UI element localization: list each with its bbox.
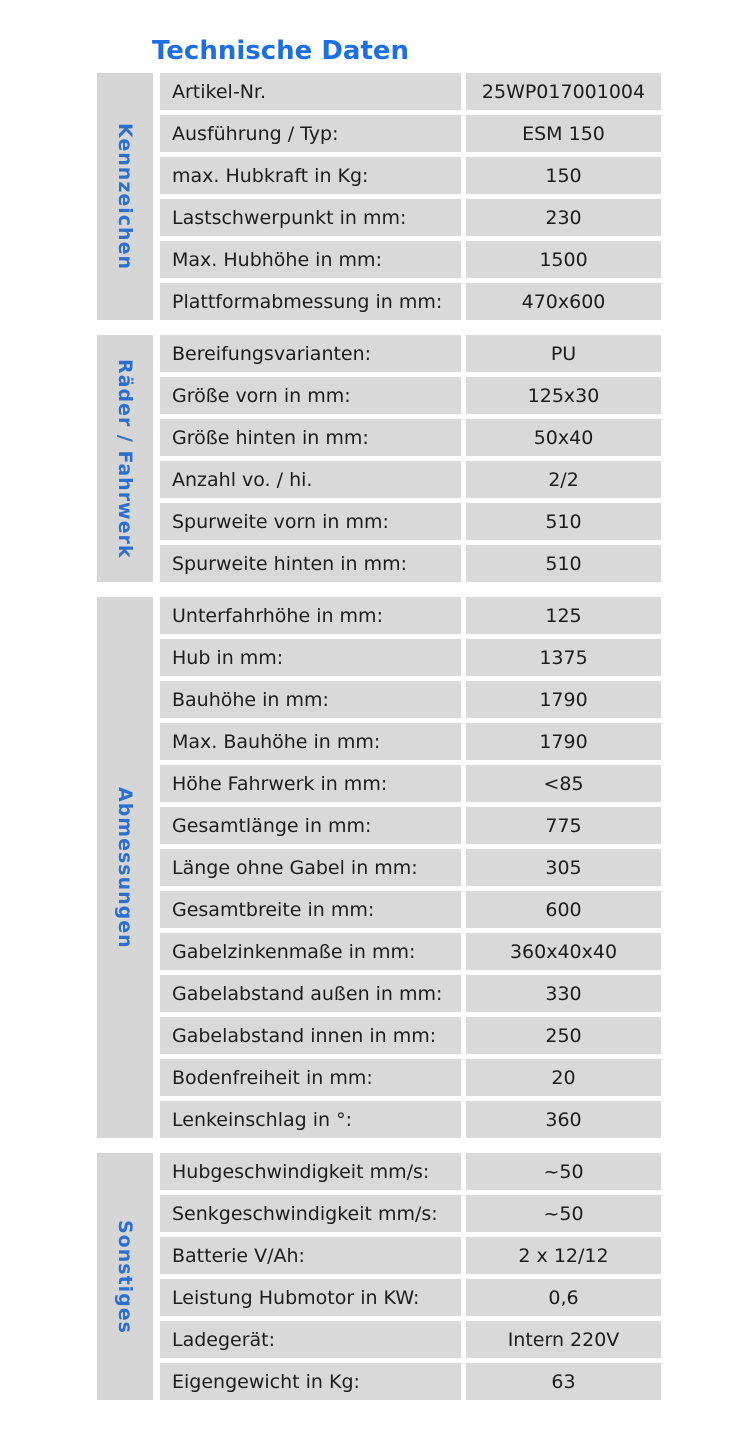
row-label: Unterfahrhöhe in mm: xyxy=(160,597,461,634)
row-value: <85 xyxy=(466,765,661,802)
table-row xyxy=(160,1153,661,1190)
spec-table xyxy=(97,73,661,1400)
row-value: 600 xyxy=(466,891,661,928)
row-value: 510 xyxy=(466,545,661,582)
table-row xyxy=(160,241,661,278)
row-value: Intern 220V xyxy=(466,1321,661,1358)
row-value: ~50 xyxy=(466,1195,661,1232)
section-group-label: Kennzeichen xyxy=(114,123,136,270)
section-group-cell xyxy=(97,73,153,320)
table-row xyxy=(160,723,661,760)
row-label: Gesamtlänge in mm: xyxy=(160,807,461,844)
table-row xyxy=(160,461,661,498)
table-row xyxy=(160,1321,661,1358)
row-value: 2/2 xyxy=(466,461,661,498)
section-group-cell xyxy=(97,1153,153,1400)
row-value: 330 xyxy=(466,975,661,1012)
section-rows xyxy=(160,73,661,320)
table-row xyxy=(160,1101,661,1138)
row-label: Größe vorn in mm: xyxy=(160,377,461,414)
row-label: Hub in mm: xyxy=(160,639,461,676)
row-value: 510 xyxy=(466,503,661,540)
row-label: Plattformabmessung in mm: xyxy=(160,283,461,320)
row-label: Max. Bauhöhe in mm: xyxy=(160,723,461,760)
table-row xyxy=(160,1059,661,1096)
row-value: 360x40x40 xyxy=(466,933,661,970)
table-row xyxy=(160,933,661,970)
row-label: Gabelabstand außen in mm: xyxy=(160,975,461,1012)
row-label: Batterie V/Ah: xyxy=(160,1237,461,1274)
row-value: 63 xyxy=(466,1363,661,1400)
row-value: 360 xyxy=(466,1101,661,1138)
row-value: 125x30 xyxy=(466,377,661,414)
table-row xyxy=(160,807,661,844)
row-value: 1790 xyxy=(466,723,661,760)
table-row xyxy=(160,419,661,456)
row-value: 305 xyxy=(466,849,661,886)
row-label: Größe hinten in mm: xyxy=(160,419,461,456)
row-label: Ladegerät: xyxy=(160,1321,461,1358)
row-value: 125 xyxy=(466,597,661,634)
row-label: Artikel-Nr. xyxy=(160,73,461,110)
row-value: 230 xyxy=(466,199,661,236)
row-value: 470x600 xyxy=(466,283,661,320)
section-rows xyxy=(160,597,661,1138)
table-row xyxy=(160,1363,661,1400)
section-raeder-fahrwerk xyxy=(97,335,661,582)
table-row xyxy=(160,73,661,110)
section-abmessungen xyxy=(97,597,661,1138)
row-value: 1790 xyxy=(466,681,661,718)
row-value: 50x40 xyxy=(466,419,661,456)
row-value: 2 x 12/12 xyxy=(466,1237,661,1274)
row-label: Bauhöhe in mm: xyxy=(160,681,461,718)
row-label: Lenkeinschlag in °: xyxy=(160,1101,461,1138)
table-row xyxy=(160,377,661,414)
table-row xyxy=(160,1017,661,1054)
row-label: Bereifungsvarianten: xyxy=(160,335,461,372)
page-title: Technische Daten xyxy=(152,36,410,66)
table-row xyxy=(160,1195,661,1232)
table-row xyxy=(160,765,661,802)
row-value: ESM 150 xyxy=(466,115,661,152)
table-row xyxy=(160,1237,661,1274)
section-group-label: Sonstiges xyxy=(114,1219,136,1334)
row-value: 0,6 xyxy=(466,1279,661,1316)
row-label: Eigengewicht in Kg: xyxy=(160,1363,461,1400)
table-row xyxy=(160,639,661,676)
row-value: ~50 xyxy=(466,1153,661,1190)
row-label: max. Hubkraft in Kg: xyxy=(160,157,461,194)
table-row xyxy=(160,335,661,372)
row-label: Gabelzinkenmaße in mm: xyxy=(160,933,461,970)
row-label: Ausführung / Typ: xyxy=(160,115,461,152)
row-value: 1500 xyxy=(466,241,661,278)
row-label: Max. Hubhöhe in mm: xyxy=(160,241,461,278)
row-label: Hubgeschwindigkeit mm/s: xyxy=(160,1153,461,1190)
section-group-cell xyxy=(97,597,153,1138)
section-rows xyxy=(160,335,661,582)
section-group-label: Räder / Fahrwerk xyxy=(114,358,136,559)
section-group-label: Abmessungen xyxy=(114,786,136,949)
row-label: Höhe Fahrwerk in mm: xyxy=(160,765,461,802)
table-row xyxy=(160,503,661,540)
row-label: Senkgeschwindigkeit mm/s: xyxy=(160,1195,461,1232)
section-rows xyxy=(160,1153,661,1400)
table-row xyxy=(160,681,661,718)
row-value: 250 xyxy=(466,1017,661,1054)
row-label: Spurweite vorn in mm: xyxy=(160,503,461,540)
row-value: 25WP017001004 xyxy=(466,73,661,110)
table-row xyxy=(160,891,661,928)
row-value: 775 xyxy=(466,807,661,844)
row-value: 150 xyxy=(466,157,661,194)
row-value: 20 xyxy=(466,1059,661,1096)
table-row xyxy=(160,545,661,582)
section-sonstiges xyxy=(97,1153,661,1400)
table-row xyxy=(160,283,661,320)
table-row xyxy=(160,597,661,634)
row-label: Bodenfreiheit in mm: xyxy=(160,1059,461,1096)
table-row xyxy=(160,1279,661,1316)
row-value: PU xyxy=(466,335,661,372)
table-row xyxy=(160,199,661,236)
row-label: Gabelabstand innen in mm: xyxy=(160,1017,461,1054)
row-label: Anzahl vo. / hi. xyxy=(160,461,461,498)
table-row xyxy=(160,849,661,886)
table-row xyxy=(160,157,661,194)
table-row xyxy=(160,975,661,1012)
section-kennzeichen xyxy=(97,73,661,320)
row-value: 1375 xyxy=(466,639,661,676)
row-label: Leistung Hubmotor in KW: xyxy=(160,1279,461,1316)
row-label: Gesamtbreite in mm: xyxy=(160,891,461,928)
row-label: Länge ohne Gabel in mm: xyxy=(160,849,461,886)
table-row xyxy=(160,115,661,152)
row-label: Spurweite hinten in mm: xyxy=(160,545,461,582)
row-label: Lastschwerpunkt in mm: xyxy=(160,199,461,236)
section-group-cell xyxy=(97,335,153,582)
